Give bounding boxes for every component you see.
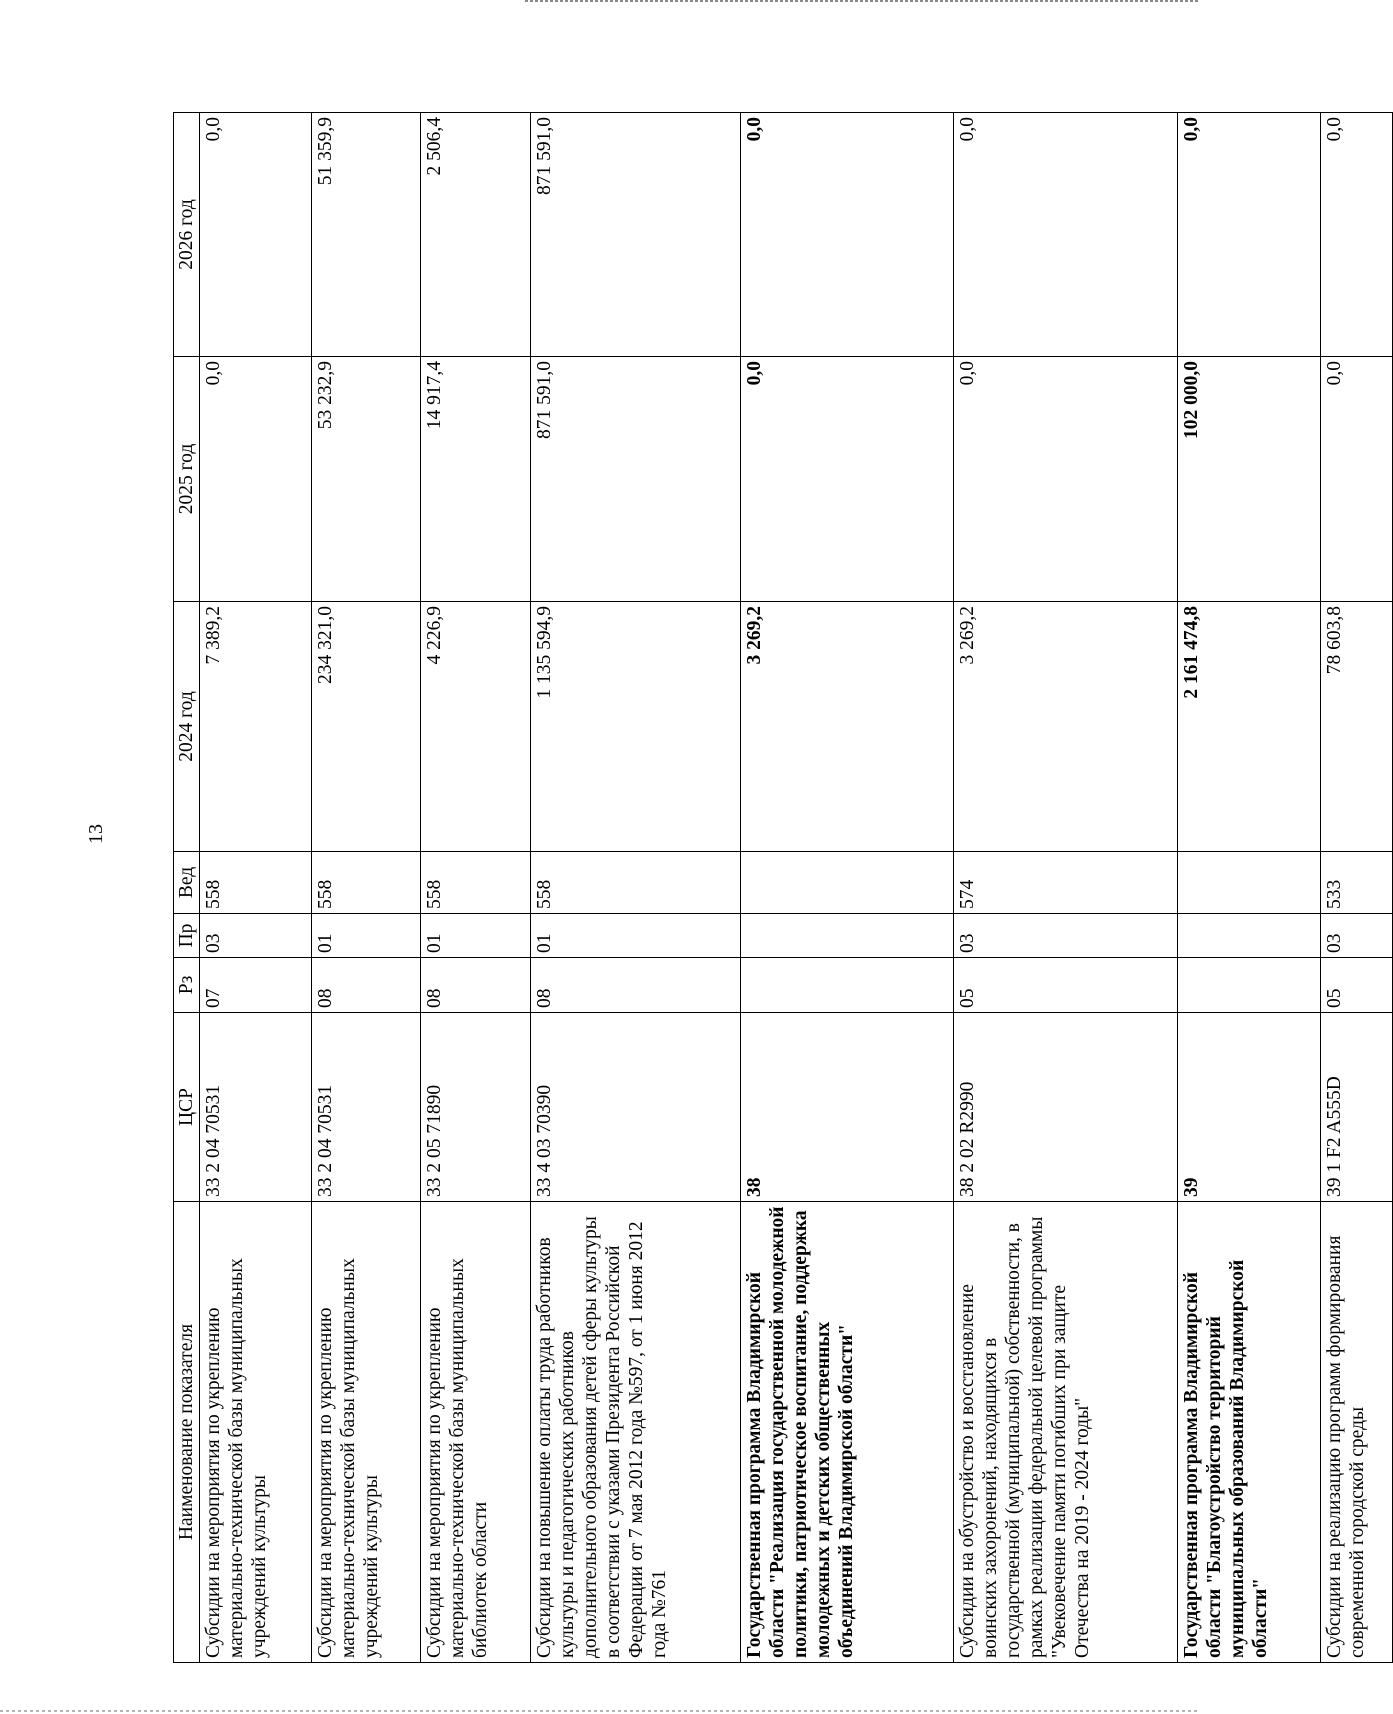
table-row xyxy=(1321,113,1393,1663)
header-ved: Вед xyxy=(174,852,200,914)
row-csr: 33 2 05 71890 xyxy=(421,1013,530,1202)
row-csr: 33 2 04 70531 xyxy=(200,1013,312,1202)
row-2024: 4 226,9 xyxy=(421,602,530,852)
row-name: Субсидии на мероприятия по укреплению материально-технической базы муниципальных библиотек области xyxy=(421,1202,530,1663)
row-rz: 05 xyxy=(954,958,1178,1013)
row-rz: 07 xyxy=(200,958,312,1013)
budget-table xyxy=(173,112,1393,1663)
row-csr: 33 2 04 70531 xyxy=(312,1013,421,1202)
row-2025: 0,0 xyxy=(1321,357,1393,602)
row-2024: 3 269,2 xyxy=(741,602,954,852)
row-name: Субсидии на повышение оплаты труда работников культуры и педагогических работников дополнительного образования детей сферы культуры в соответствии с указами Президента Российской Федерации от 7 мая 2012 года №597, от 1 июня 2012 года №761 xyxy=(530,1202,740,1663)
row-ved: 558 xyxy=(200,852,312,914)
row-rz xyxy=(1178,958,1321,1013)
row-ved: 558 xyxy=(312,852,421,914)
row-2026: 51 359,9 xyxy=(312,113,421,357)
row-2026: 0,0 xyxy=(741,113,954,357)
row-2026: 0,0 xyxy=(1321,113,1393,357)
row-rz: 08 xyxy=(421,958,530,1013)
table-row-program xyxy=(741,113,954,1663)
row-2026: 0,0 xyxy=(200,113,312,357)
scan-edge-top xyxy=(525,0,1200,2)
row-csr: 38 2 02 R2990 xyxy=(954,1013,1178,1202)
row-pr: 01 xyxy=(421,914,530,958)
row-csr: 38 xyxy=(741,1013,954,1202)
row-2024: 234 321,0 xyxy=(312,602,421,852)
row-ved xyxy=(741,852,954,914)
header-2024: 2024 год xyxy=(174,602,200,852)
row-name: Субсидии на реализацию программ формирования современной городской среды xyxy=(1321,1202,1393,1663)
row-name: Государственная программа Владимирской области "Благоустройство территорий муниципальных образований Владимирской области" xyxy=(1178,1202,1321,1663)
row-rz: 08 xyxy=(530,958,740,1013)
table-row xyxy=(200,113,312,1663)
row-2025: 102 000,0 xyxy=(1178,357,1321,602)
row-ved: 574 xyxy=(954,852,1178,914)
row-2024: 1 135 594,9 xyxy=(530,602,740,852)
row-rz: 05 xyxy=(1321,958,1393,1013)
row-2026: 0,0 xyxy=(954,113,1178,357)
row-2024: 78 603,8 xyxy=(1321,602,1393,852)
row-2024: 2 161 474,8 xyxy=(1178,602,1321,852)
row-2025: 0,0 xyxy=(741,357,954,602)
page-number: 13 xyxy=(85,824,107,844)
header-name: Наименование показателя xyxy=(174,1202,200,1663)
row-pr xyxy=(1178,914,1321,958)
row-name: Государственная программа Владимирской области "Реализация государственной молодежной политики, патриотическое воспитание, поддержка молодежных и детских общественных объединений Владимирской области" xyxy=(741,1202,954,1663)
row-2026: 0,0 xyxy=(1178,113,1321,357)
row-2026: 2 506,4 xyxy=(421,113,530,357)
row-ved xyxy=(1178,852,1321,914)
row-rz xyxy=(741,958,954,1013)
row-pr xyxy=(741,914,954,958)
header-2026: 2026 год xyxy=(174,113,200,357)
table-row xyxy=(312,113,421,1663)
row-pr: 03 xyxy=(954,914,1178,958)
header-2025: 2025 год xyxy=(174,357,200,602)
row-name: Субсидии на обустройство и восстановление воинских захоронений, находящихся в государственной (муниципальной) собственности, в рамках реализации федеральной целевой программы "Увековечение памяти погибших при защите Отечества на 2019 - 2024 годы" xyxy=(954,1202,1178,1663)
row-2025: 0,0 xyxy=(954,357,1178,602)
row-name: Субсидии на мероприятия по укреплению материально-технической базы муниципальных учреждений культуры xyxy=(200,1202,312,1663)
row-2025: 53 232,9 xyxy=(312,357,421,602)
table-header-row xyxy=(174,113,200,1663)
table-row xyxy=(530,113,740,1663)
table-row-program xyxy=(1178,113,1321,1663)
row-pr: 01 xyxy=(312,914,421,958)
row-2025: 0,0 xyxy=(200,357,312,602)
row-pr: 01 xyxy=(530,914,740,958)
row-rz: 08 xyxy=(312,958,421,1013)
table-row xyxy=(421,113,530,1663)
scan-edge-bottom xyxy=(0,1710,1200,1712)
row-pr: 03 xyxy=(1321,914,1393,958)
row-ved: 533 xyxy=(1321,852,1393,914)
row-csr: 39 1 F2 A555D xyxy=(1321,1013,1393,1202)
row-pr: 03 xyxy=(200,914,312,958)
row-ved: 558 xyxy=(530,852,740,914)
table-row xyxy=(954,113,1178,1663)
row-ved: 558 xyxy=(421,852,530,914)
header-rz: Рз xyxy=(174,958,200,1013)
header-pr: Пр xyxy=(174,914,200,958)
header-csr: ЦСР xyxy=(174,1013,200,1202)
row-csr: 39 xyxy=(1178,1013,1321,1202)
row-2025: 871 591,0 xyxy=(530,357,740,602)
row-csr: 33 4 03 70390 xyxy=(530,1013,740,1202)
row-2024: 3 269,2 xyxy=(954,602,1178,852)
row-2025: 14 917,4 xyxy=(421,357,530,602)
row-2026: 871 591,0 xyxy=(530,113,740,357)
row-name: Субсидии на мероприятия по укреплению материально-технической базы муниципальных учреждений культуры xyxy=(312,1202,421,1663)
row-2024: 7 389,2 xyxy=(200,602,312,852)
rotated-table-wrapper xyxy=(173,113,1393,1663)
